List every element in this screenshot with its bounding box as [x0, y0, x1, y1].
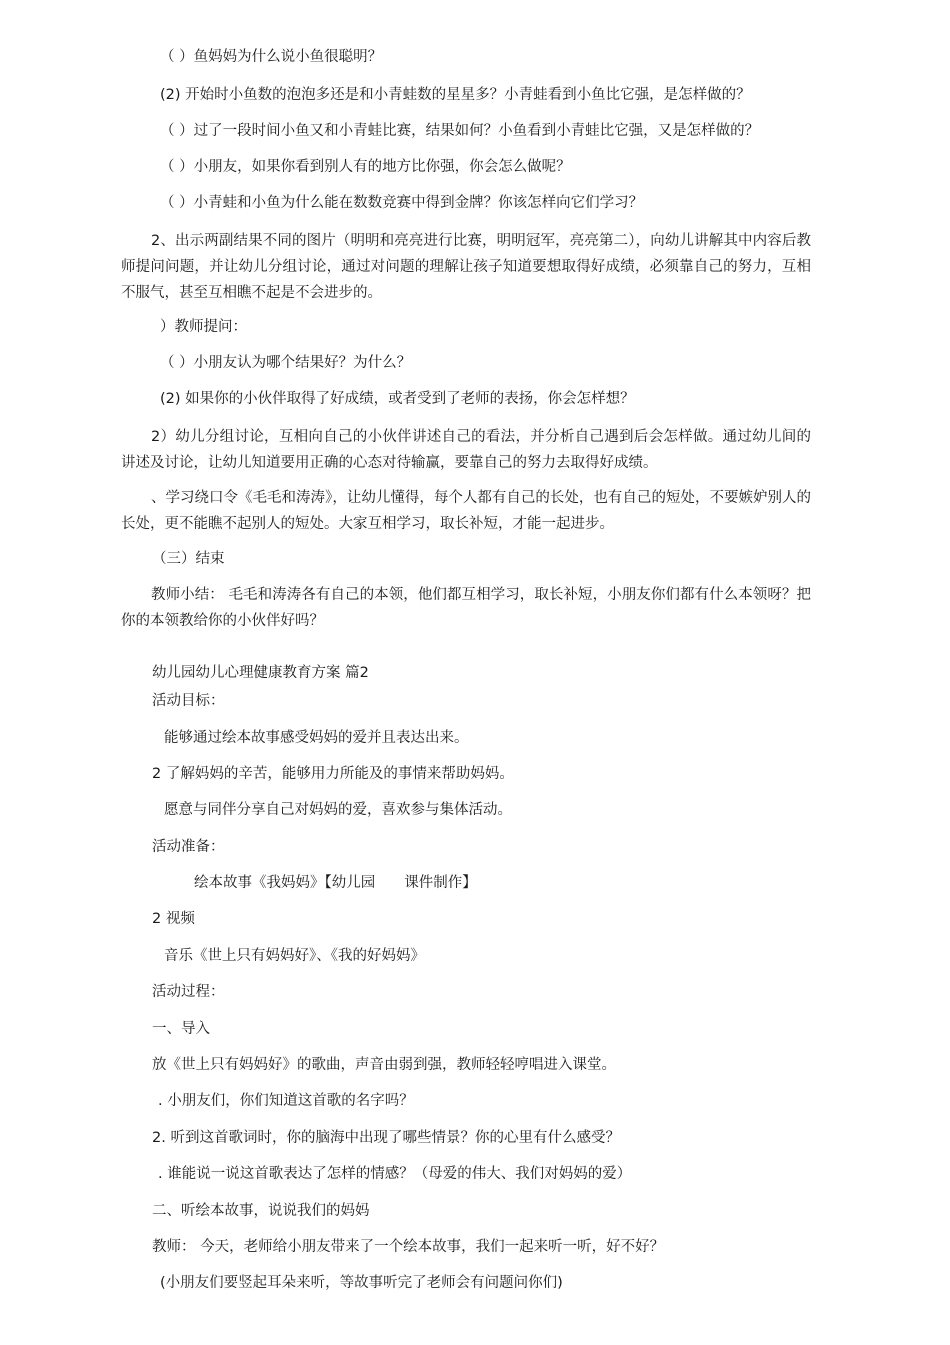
list-item: 愿意与同伴分享自己对妈妈的爱，喜欢参与集体活动。: [164, 802, 512, 818]
question-line: (2) 开始时小鱼数的泡泡多还是和小青蛙数的星星多？小青蛙看到小鱼比它强，是怎样做的？: [160, 87, 751, 103]
question-line: （ ）过了一段时间小鱼又和小青蛙比赛，结果如何？小鱼看到小青蛙比它强，又是怎样做的？: [160, 123, 760, 139]
page-title: 幼儿园幼儿心理健康教育方案 篇2: [152, 665, 369, 681]
question-line: （ ）小朋友，如果你看到别人有的地方比你强，你会怎么做呢？: [160, 159, 571, 175]
paragraph-tongue-twister: 、学习绕口令《毛毛和涛涛》，让幼儿懂得，每个人都有自己的长处，也有自己的短处，不要嫉妒别人的长处，更不能瞧不起别人的短处。大家互相学习，取长补短，才能一起进步。: [121, 490, 811, 532]
paragraph: 教师： 今天，老师给小朋友带来了一个绘本故事，我们一起来听一听，好不好？: [152, 1239, 665, 1255]
question-line: （ ）小青蛙和小鱼为什么能在数数竞赛中得到金牌？你该怎样向它们学习？: [160, 195, 644, 211]
list-item: 绘本故事《我妈妈》【幼儿园 课件制作】: [194, 875, 477, 891]
question-line: 2. 听到这首歌词时，你的脑海中出现了哪些情景？你的心里有什么感受？: [152, 1130, 620, 1146]
list-item: 2 视频: [152, 911, 195, 927]
paragraph: (小朋友们要竖起耳朵来听，等故事听完了老师会有问题问你们): [160, 1275, 563, 1291]
question-line: （ ）小朋友认为哪个结果好？为什么？: [160, 355, 412, 371]
section-heading: 活动目标：: [152, 693, 225, 709]
paragraph-group-discussion: 2）幼儿分组讨论，互相向自己的小伙伴讲述自己的看法，并分析自己遇到后会怎样做。通过幼儿间的讲述及讨论，让幼儿知道要用正确的心态对待输赢，要靠自己的努力去取得好成绩。: [121, 429, 811, 471]
section-heading: 二、听绘本故事，说说我们的妈妈: [152, 1203, 370, 1219]
section-heading: 活动过程：: [152, 984, 225, 1000]
list-item: 2 了解妈妈的辛苦，能够用力所能及的事情来帮助妈妈。: [152, 766, 514, 782]
section-heading: （三）结束: [152, 551, 225, 567]
list-item: 音乐《世上只有妈妈好》、《我的好妈妈》: [164, 948, 425, 964]
paragraph-pictures: 2、出示两副结果不同的图片（明明和亮亮进行比赛，明明冠军，亮亮第二），向幼儿讲解其中内容后教师提问问题，并让幼儿分组讨论，通过对问题的理解让孩子知道要想取得好成绩，必须靠自己的努力，互相不服气，甚至互相瞧不起是不会进步的。: [121, 233, 811, 301]
list-item: 能够通过绘本故事感受妈妈的爱并且表达出来。: [164, 730, 469, 746]
paragraph-summary: 教师小结： 毛毛和涛涛各有自己的本领，他们都互相学习，取长补短，小朋友你们都有什么本领呀？把你的本领教给你的小伙伴好吗？: [121, 587, 811, 629]
question-line: (2) 如果你的小伙伴取得了好成绩，或者受到了老师的表扬，你会怎样想？: [160, 391, 635, 407]
section-heading: 一、导入: [152, 1021, 210, 1037]
paragraph: 放《世上只有妈妈好》的歌曲，声音由弱到强，教师轻轻哼唱进入课堂。: [152, 1057, 616, 1073]
question-line: . 小朋友们，你们知道这首歌的名字吗？: [158, 1093, 414, 1109]
section-heading: 活动准备：: [152, 839, 225, 855]
teacher-ask-heading: ）教师提问：: [160, 319, 247, 335]
question-line: . 谁能说一说这首歌表达了怎样的情感？（母爱的伟大、我们对妈妈的爱）: [158, 1166, 632, 1182]
question-line: （ ）鱼妈妈为什么说小鱼很聪明？: [160, 49, 383, 65]
